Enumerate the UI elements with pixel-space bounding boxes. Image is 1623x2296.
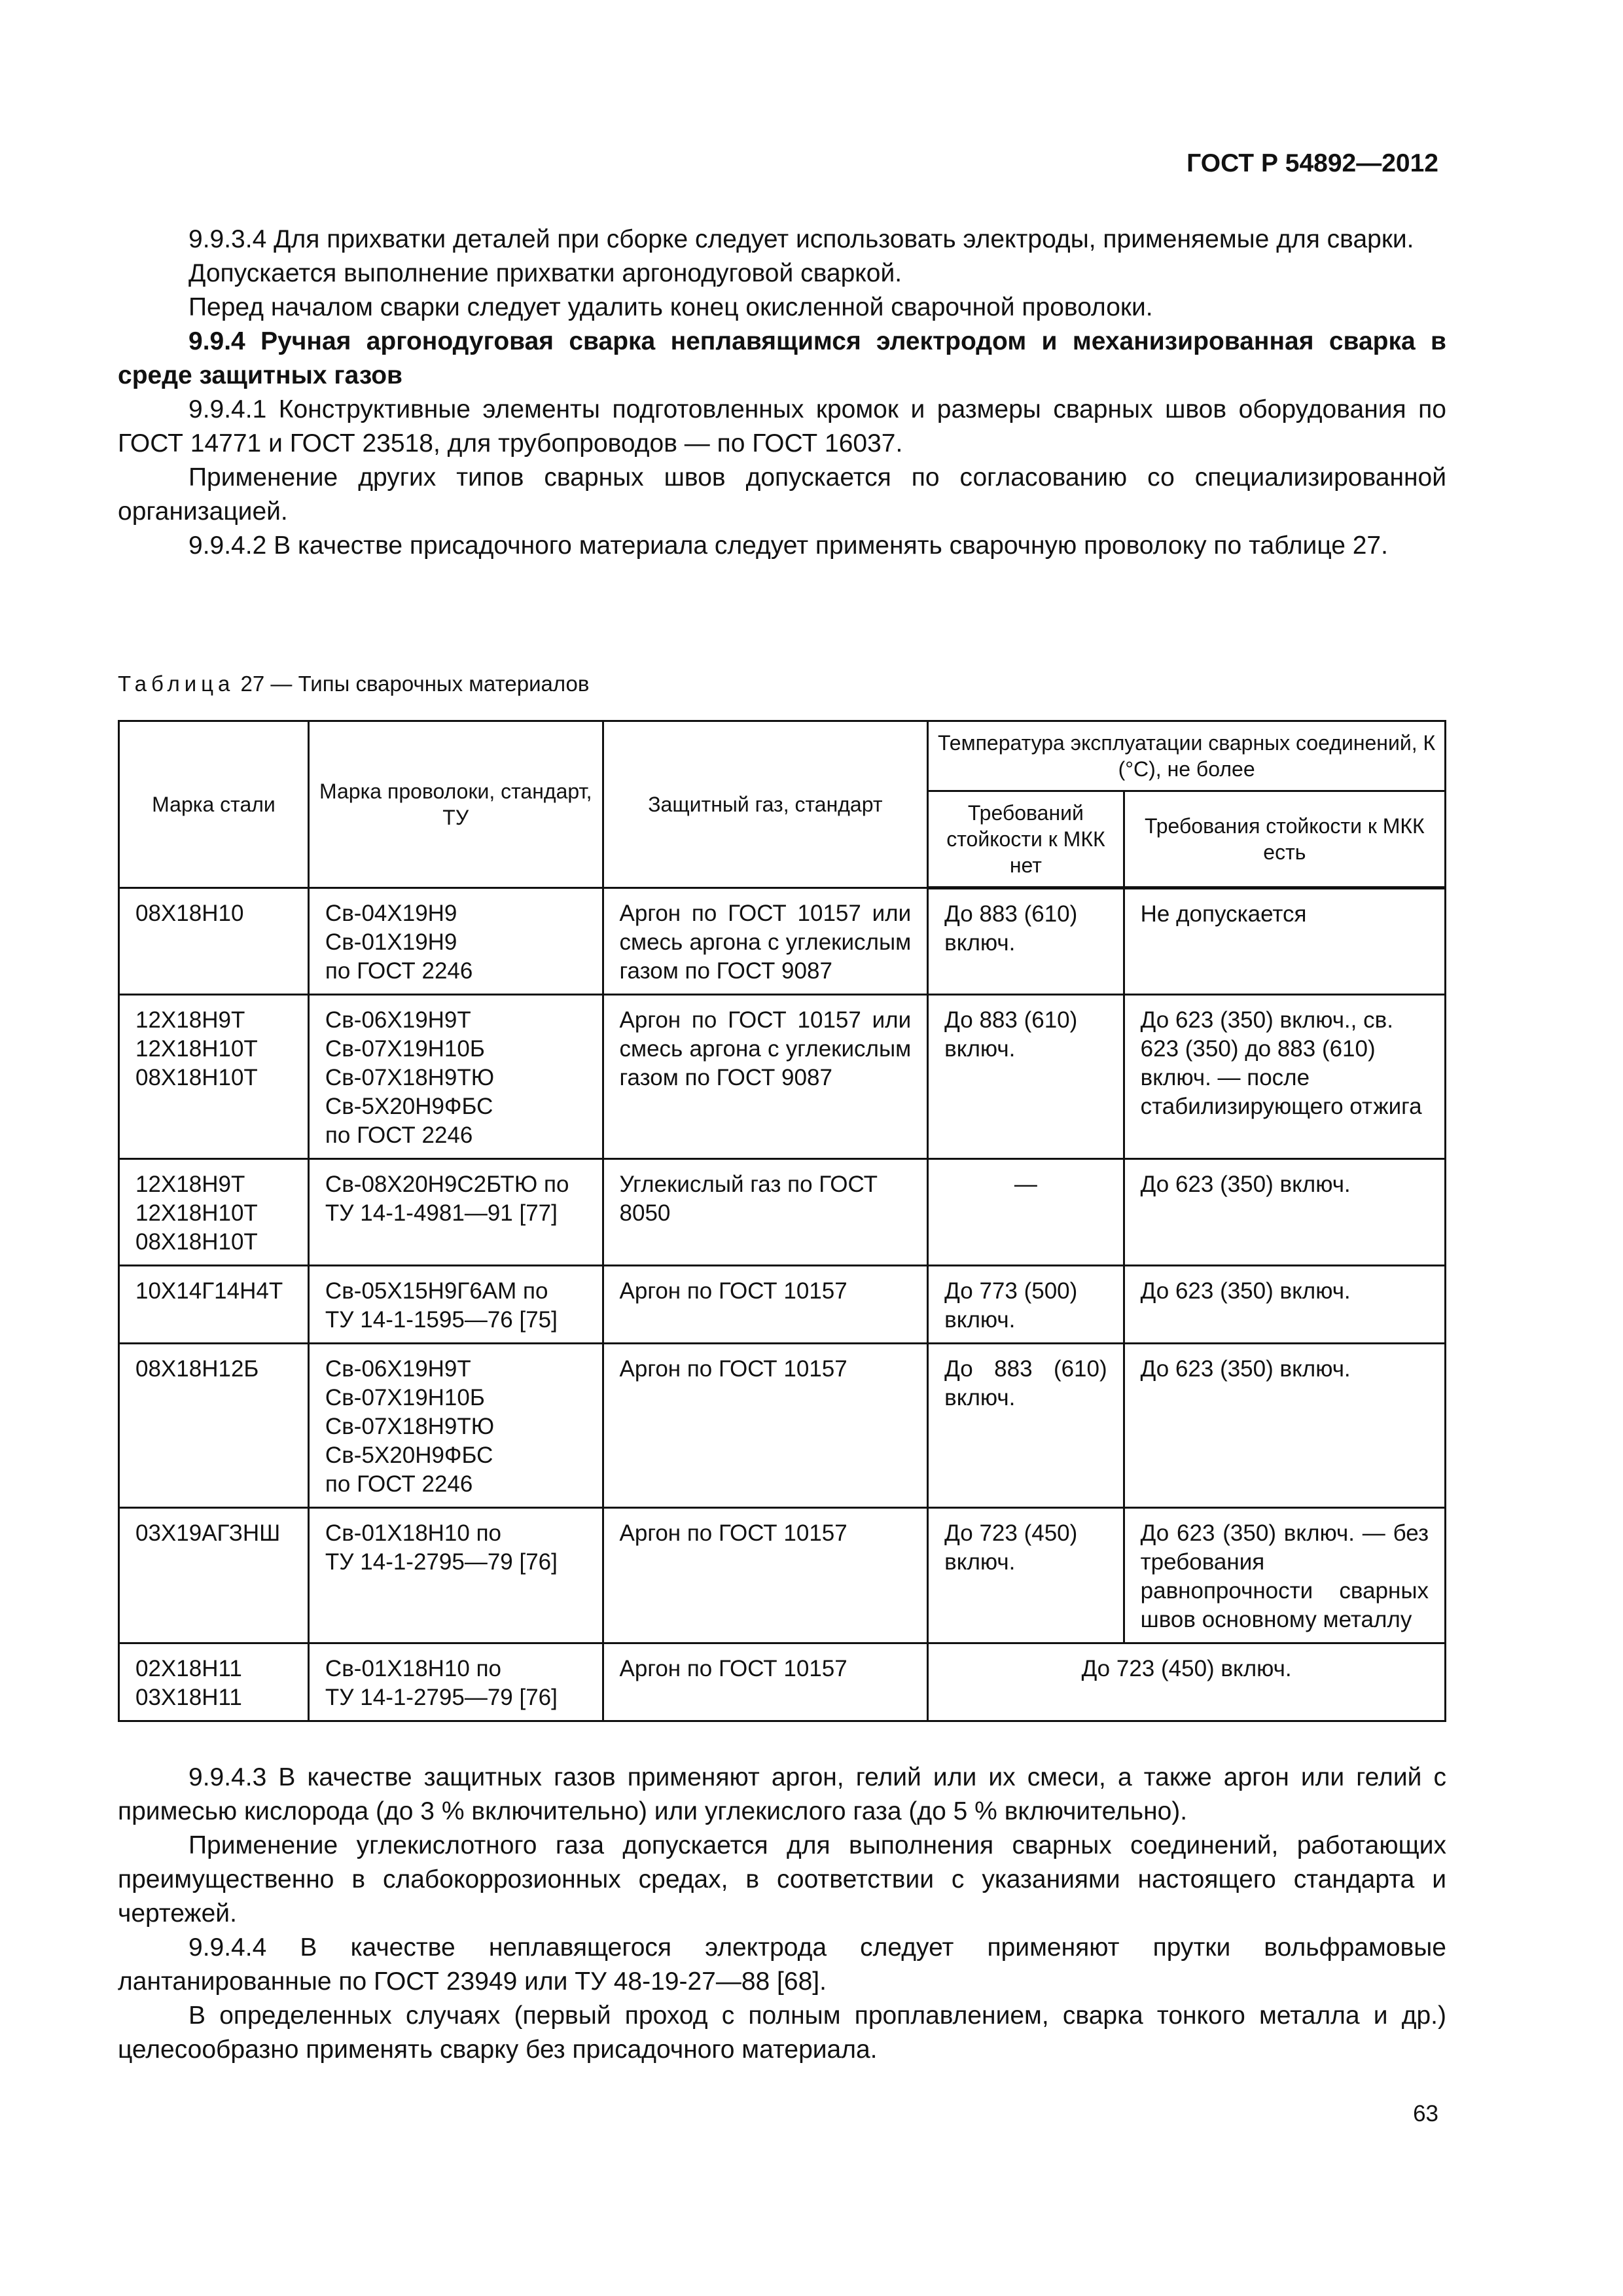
cell-temp-yes: До 623 (350) включ. — без требования равнопрочности сварных швов основному металлу bbox=[1124, 1508, 1445, 1643]
table-row bbox=[119, 888, 1446, 995]
cell-wire: Св-01Х18Н10 по ТУ 14-1-2795—79 [76] bbox=[308, 1508, 603, 1643]
table-row bbox=[119, 1266, 1446, 1344]
cell-temp-yes: До 623 (350) включ., св. 623 (350) до 883 (610) включ. — после стабилизирующего отжига bbox=[1124, 995, 1445, 1159]
paragraph: В определенных случаях (первый проход с полным проплавлением, сварка тонкого металла и др.) целесообразно применять сварку без присадочного материала. bbox=[118, 2001, 1446, 2064]
header-temp-no-mkk: Требований стойкости к МКК нет bbox=[928, 791, 1124, 888]
document-header: ГОСТ Р 54892—2012 bbox=[1186, 149, 1438, 177]
header-temp-mkk: Требования стойкости к МКК есть bbox=[1124, 791, 1445, 888]
cell-steel: 10Х14Г14Н4Т bbox=[119, 1266, 309, 1344]
cell-gas: Углекислый газ по ГОСТ 8050 bbox=[603, 1159, 928, 1266]
cell-temp-yes: До 623 (350) включ. bbox=[1124, 1266, 1445, 1344]
paragraph: 9.9.3.4 Для прихватки деталей при сборке следует использовать электроды, применяемые для сварки. bbox=[188, 225, 1414, 253]
header-steel: Марка стали bbox=[119, 721, 309, 888]
cell-wire: Св-05Х15Н9Г6АМ по ТУ 14-1-1595—76 [75] bbox=[308, 1266, 603, 1344]
table-row bbox=[119, 1159, 1446, 1266]
cell-gas: Аргон по ГОСТ 10157 bbox=[603, 1344, 928, 1508]
paragraph: Применение других типов сварных швов допускается по согласованию со специализированной организацией. bbox=[118, 463, 1446, 526]
cell-steel: 03Х19АГЗНШ bbox=[119, 1508, 309, 1643]
cell-temp-no: — bbox=[928, 1159, 1124, 1266]
cell-steel: 08Х18Н10 bbox=[119, 888, 309, 995]
table-caption-label: Таблица bbox=[118, 672, 235, 696]
cell-gas: Аргон по ГОСТ 10157 bbox=[603, 1643, 928, 1721]
cell-temp-yes: До 623 (350) включ. bbox=[1124, 1159, 1445, 1266]
cell-steel: 08Х18Н12Б bbox=[119, 1344, 309, 1508]
paragraph: 9.9.4.3 В качестве защитных газов применяют аргон, гелий или их смеси, а также аргон или гелий с примесью кислорода (до 3 % включительно) или углекислого газа (до 5 % включительно). bbox=[118, 1763, 1446, 1825]
cell-temp-no: До 883 (610) включ. bbox=[928, 888, 1124, 995]
paragraph: Допускается выполнение прихватки аргонодуговой сваркой. bbox=[188, 259, 902, 287]
cell-wire: Св-01Х18Н10 по ТУ 14-1-2795—79 [76] bbox=[308, 1643, 603, 1721]
cell-temp-no: До 883 (610) включ. bbox=[928, 995, 1124, 1159]
cell-temp-no: До 723 (450) включ. bbox=[928, 1508, 1124, 1643]
paragraph: Перед началом сварки следует удалить конец окисленной сварочной проволоки. bbox=[188, 293, 1153, 321]
paragraph: 9.9.4.4 В качестве неплавящегося электрода следует применяют прутки вольфрамовые лантанированные по ГОСТ 23949 или ТУ 48-19-27—88 [68]. bbox=[118, 1933, 1446, 1996]
paragraph: Применение углекислотного газа допускается для выполнения сварных соединений, работающих преимущественно в слабокоррозионных средах, в соответствии с указаниями настоящего стандарта и чертежей. bbox=[118, 1831, 1446, 1928]
cell-temp-no: До 773 (500) включ. bbox=[928, 1266, 1124, 1344]
paragraph: 9.9.4.1 Конструктивные элементы подготовленных кромок и размеры сварных швов оборудования по ГОСТ 14771 и ГОСТ 23518, для трубопроводов — по ГОСТ 16037. bbox=[118, 395, 1446, 457]
paragraph: 9.9.4.2 В качестве присадочного материала следует применять сварочную проволоку по таблице 27. bbox=[188, 531, 1388, 560]
cell-wire: Св-04Х19Н9 Св-01Х19Н9 по ГОСТ 2246 bbox=[308, 888, 603, 995]
cell-steel: 12Х18Н9Т 12Х18Н10Т 08Х18Н10Т bbox=[119, 995, 309, 1159]
cell-steel: 12Х18Н9Т 12Х18Н10Т 08Х18Н10Т bbox=[119, 1159, 309, 1266]
cell-temp-merged: До 723 (450) включ. bbox=[928, 1643, 1446, 1721]
table-row bbox=[119, 1344, 1446, 1508]
table-caption-text: 27 — Типы сварочных материалов bbox=[234, 672, 590, 696]
cell-temp-no: До 883 (610) включ. bbox=[928, 1344, 1124, 1508]
table-caption bbox=[118, 672, 589, 696]
welding-materials-table bbox=[118, 720, 1446, 1722]
cell-wire: Св-06Х19Н9Т Св-07Х19Н10Б Св-07Х18Н9ТЮ Св-5Х20Н9ФБС по ГОСТ 2246 bbox=[308, 995, 603, 1159]
body-text-bottom bbox=[118, 1761, 1446, 2067]
body-text-top bbox=[118, 223, 1446, 563]
cell-wire: Св-08Х20Н9С2БТЮ по ТУ 14-1-4981—91 [77] bbox=[308, 1159, 603, 1266]
header-gas: Защитный газ, стандарт bbox=[603, 721, 928, 888]
table-row bbox=[119, 1643, 1446, 1721]
table-row bbox=[119, 995, 1446, 1159]
cell-temp-yes: Не допускается bbox=[1124, 888, 1445, 995]
section-heading: 9.9.4 Ручная аргонодуговая сварка неплавящимся электродом и механизированная сварка в среде защитных газов bbox=[118, 327, 1446, 389]
cell-gas: Аргон по ГОСТ 10157 bbox=[603, 1266, 928, 1344]
cell-steel: 02Х18Н11 03Х18Н11 bbox=[119, 1643, 309, 1721]
page-number: 63 bbox=[1413, 2101, 1438, 2126]
cell-gas: Аргон по ГОСТ 10157 bbox=[603, 1508, 928, 1643]
table-header-row bbox=[119, 721, 1446, 791]
header-temperature: Температура эксплуатации сварных соединений, К (°С), не более bbox=[928, 721, 1446, 791]
table-row bbox=[119, 1508, 1446, 1643]
cell-wire: Св-06Х19Н9Т Св-07Х19Н10Б Св-07Х18Н9ТЮ Св-5Х20Н9ФБС по ГОСТ 2246 bbox=[308, 1344, 603, 1508]
cell-gas: Аргон по ГОСТ 10157 или смесь аргона с углекислым газом по ГОСТ 9087 bbox=[603, 888, 928, 995]
header-wire: Марка проволоки, стандарт, ТУ bbox=[308, 721, 603, 888]
cell-gas: Аргон по ГОСТ 10157 или смесь аргона с углекислым газом по ГОСТ 9087 bbox=[603, 995, 928, 1159]
cell-temp-yes: До 623 (350) включ. bbox=[1124, 1344, 1445, 1508]
